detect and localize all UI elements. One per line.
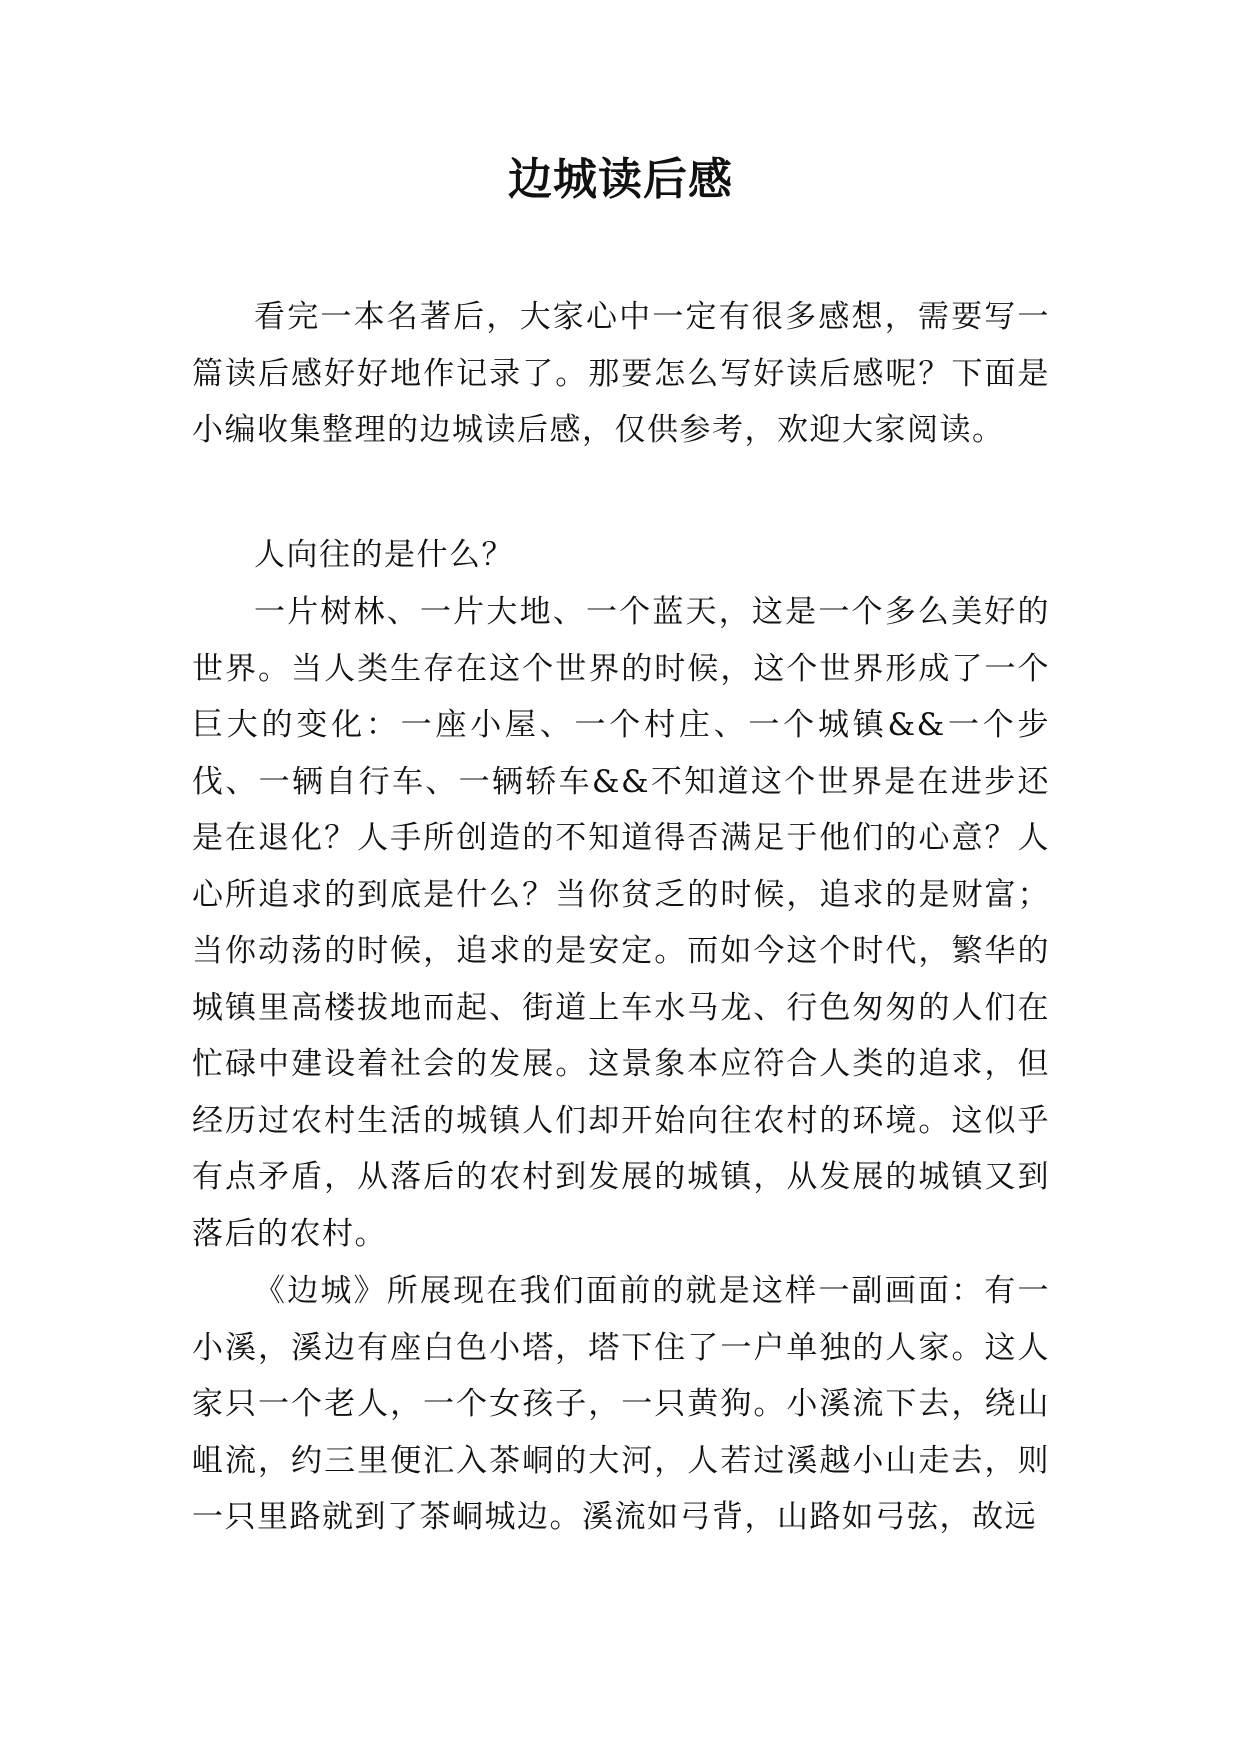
question-paragraph: 人向往的是什么？ (254, 537, 514, 573)
body-paragraph-world: 一片树林、一片大地、一个蓝天，这是一个多么美好的世界。当人类生存在这个世界的时候，这个世界形成了一个巨大的变化：一座小屋、一个村庄、一个城镇&&一个步伐、一辆自行车、一辆轿车&&不知道这个世界是在进步还是在退化？人手所创造的不知道得否满足于他们的心意？人心所追求的到底是什么？当你贫乏的时候，追求的是财富；当你动荡的时候，追求的是安定。而如今这个时代，繁华的城镇里高楼拔地而起、街道上车水马龙、行色匆匆的人们在忙碌中建设着社会的发展。这景象本应符合人类的追求，但经历过农村生活的城镇人们却开始向往农村的环境。这似乎有点矛盾，从落后的农村到发展的城镇，从发展的城镇又到落后的农村。 (192, 594, 1050, 1252)
intro-paragraph: 看完一本名著后，大家心中一定有很多感想，需要写一篇读后感好好地作记录了。那要怎么写好读后感呢？下面是小编收集整理的边城读后感，仅供参考，欢迎大家阅读。 (192, 299, 1050, 448)
document-title: 边城读后感 (508, 154, 733, 205)
body-paragraph-biancheng: 《边城》所展现在我们面前的就是这样一副画面：有一小溪，溪边有座白色小塔，塔下住了一户单独的人家。这人家只一个老人，一个女孩子，一只黄狗。小溪流下去，绕山岨流，约三里便汇入茶峒的大河，人若过溪越小山走去，则一只里路就到了茶峒城边。溪流如弓背，山路如弓弦，故远 (192, 1273, 1050, 1535)
